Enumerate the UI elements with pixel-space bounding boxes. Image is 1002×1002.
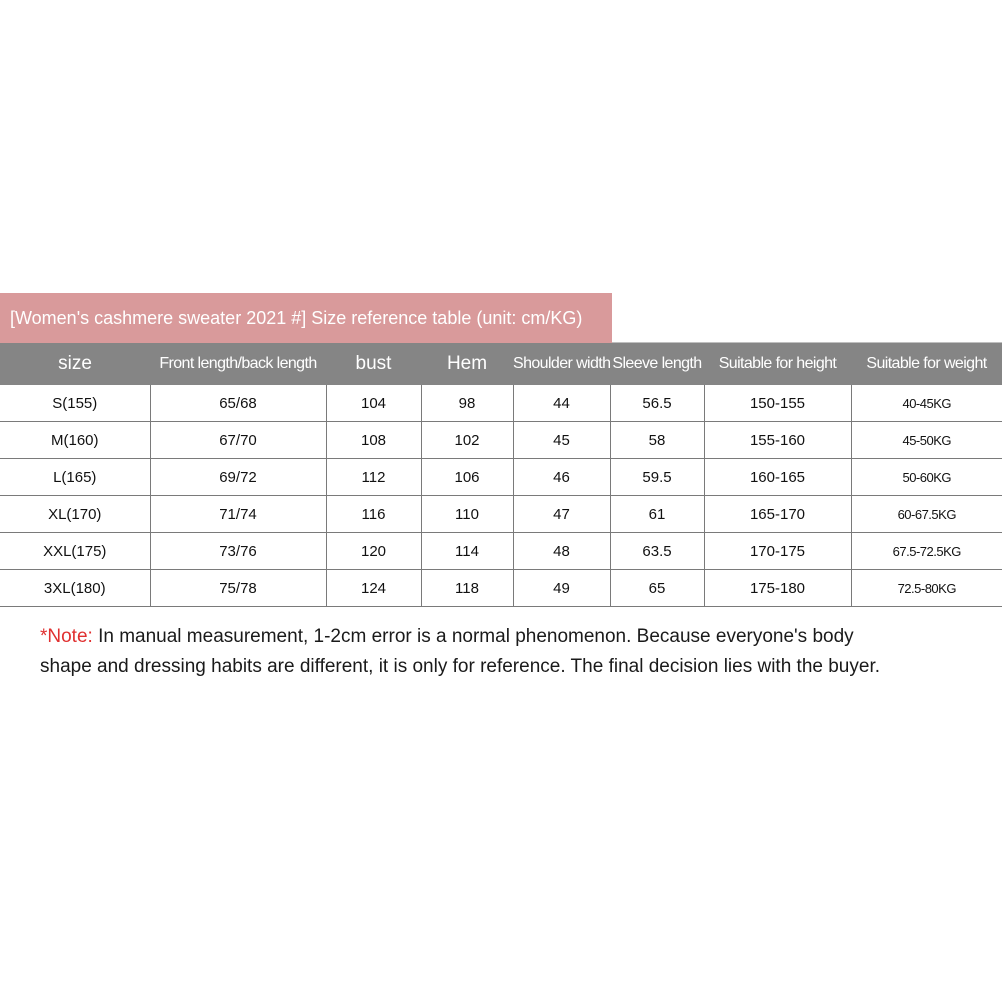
table-row [0, 533, 1002, 570]
header-front-back-length: Front length/back length [150, 343, 326, 385]
cell-size: XXL(175) [0, 533, 150, 570]
cell-bust: 112 [326, 459, 421, 496]
cell-front-back-length: 69/72 [150, 459, 326, 496]
header-hem: Hem [421, 343, 513, 385]
cell-hem: 114 [421, 533, 513, 570]
cell-shoulder-width: 48 [513, 533, 610, 570]
cell-size: L(165) [0, 459, 150, 496]
cell-front-back-length: 67/70 [150, 422, 326, 459]
table-row [0, 459, 1002, 496]
size-table-title: [Women's cashmere sweater 2021 #] Size reference table (unit: cm/KG) [0, 293, 612, 343]
cell-shoulder-width: 44 [513, 385, 610, 422]
cell-hem: 110 [421, 496, 513, 533]
cell-shoulder-width: 46 [513, 459, 610, 496]
note-line-2: shape and dressing habits are different, it is only for reference. The final decision lies with the buyer. [40, 656, 880, 677]
cell-suitable-height: 165-170 [704, 496, 851, 533]
cell-suitable-height: 160-165 [704, 459, 851, 496]
cell-sleeve-length: 61 [610, 496, 704, 533]
table-header-row [0, 343, 1002, 385]
cell-size: M(160) [0, 422, 150, 459]
cell-suitable-weight: 67.5-72.5KG [851, 533, 1002, 570]
cell-shoulder-width: 47 [513, 496, 610, 533]
cell-suitable-height: 155-160 [704, 422, 851, 459]
table-row [0, 385, 1002, 422]
cell-front-back-length: 75/78 [150, 570, 326, 607]
cell-sleeve-length: 59.5 [610, 459, 704, 496]
cell-front-back-length: 73/76 [150, 533, 326, 570]
cell-hem: 106 [421, 459, 513, 496]
cell-shoulder-width: 45 [513, 422, 610, 459]
cell-suitable-weight: 72.5-80KG [851, 570, 1002, 607]
cell-suitable-height: 170-175 [704, 533, 851, 570]
cell-shoulder-width: 49 [513, 570, 610, 607]
header-size: size [0, 343, 150, 385]
header-bust: bust [326, 343, 421, 385]
cell-bust: 116 [326, 496, 421, 533]
cell-front-back-length: 65/68 [150, 385, 326, 422]
cell-size: S(155) [0, 385, 150, 422]
header-sleeve-length: Sleeve length [610, 343, 704, 385]
size-reference-table [0, 343, 1002, 607]
cell-hem: 98 [421, 385, 513, 422]
cell-bust: 104 [326, 385, 421, 422]
cell-suitable-weight: 50-60KG [851, 459, 1002, 496]
cell-sleeve-length: 63.5 [610, 533, 704, 570]
cell-hem: 118 [421, 570, 513, 607]
cell-sleeve-length: 58 [610, 422, 704, 459]
cell-size: XL(170) [0, 496, 150, 533]
cell-suitable-height: 175-180 [704, 570, 851, 607]
cell-sleeve-length: 65 [610, 570, 704, 607]
cell-size: 3XL(180) [0, 570, 150, 607]
cell-hem: 102 [421, 422, 513, 459]
header-shoulder-width: Shoulder width [513, 343, 610, 385]
cell-suitable-weight: 60-67.5KG [851, 496, 1002, 533]
header-suitable-weight: Suitable for weight [851, 343, 1002, 385]
cell-sleeve-length: 56.5 [610, 385, 704, 422]
table-row [0, 496, 1002, 533]
measurement-note [40, 622, 990, 682]
table-row [0, 570, 1002, 607]
cell-suitable-weight: 40-45KG [851, 385, 1002, 422]
cell-front-back-length: 71/74 [150, 496, 326, 533]
cell-bust: 108 [326, 422, 421, 459]
note-line-1: In manual measurement, 1-2cm error is a normal phenomenon. Because everyone's body [92, 626, 854, 647]
cell-bust: 120 [326, 533, 421, 570]
header-suitable-height: Suitable for height [704, 343, 851, 385]
cell-suitable-height: 150-155 [704, 385, 851, 422]
note-label: *Note: [40, 626, 93, 647]
cell-bust: 124 [326, 570, 421, 607]
cell-suitable-weight: 45-50KG [851, 422, 1002, 459]
table-row [0, 422, 1002, 459]
